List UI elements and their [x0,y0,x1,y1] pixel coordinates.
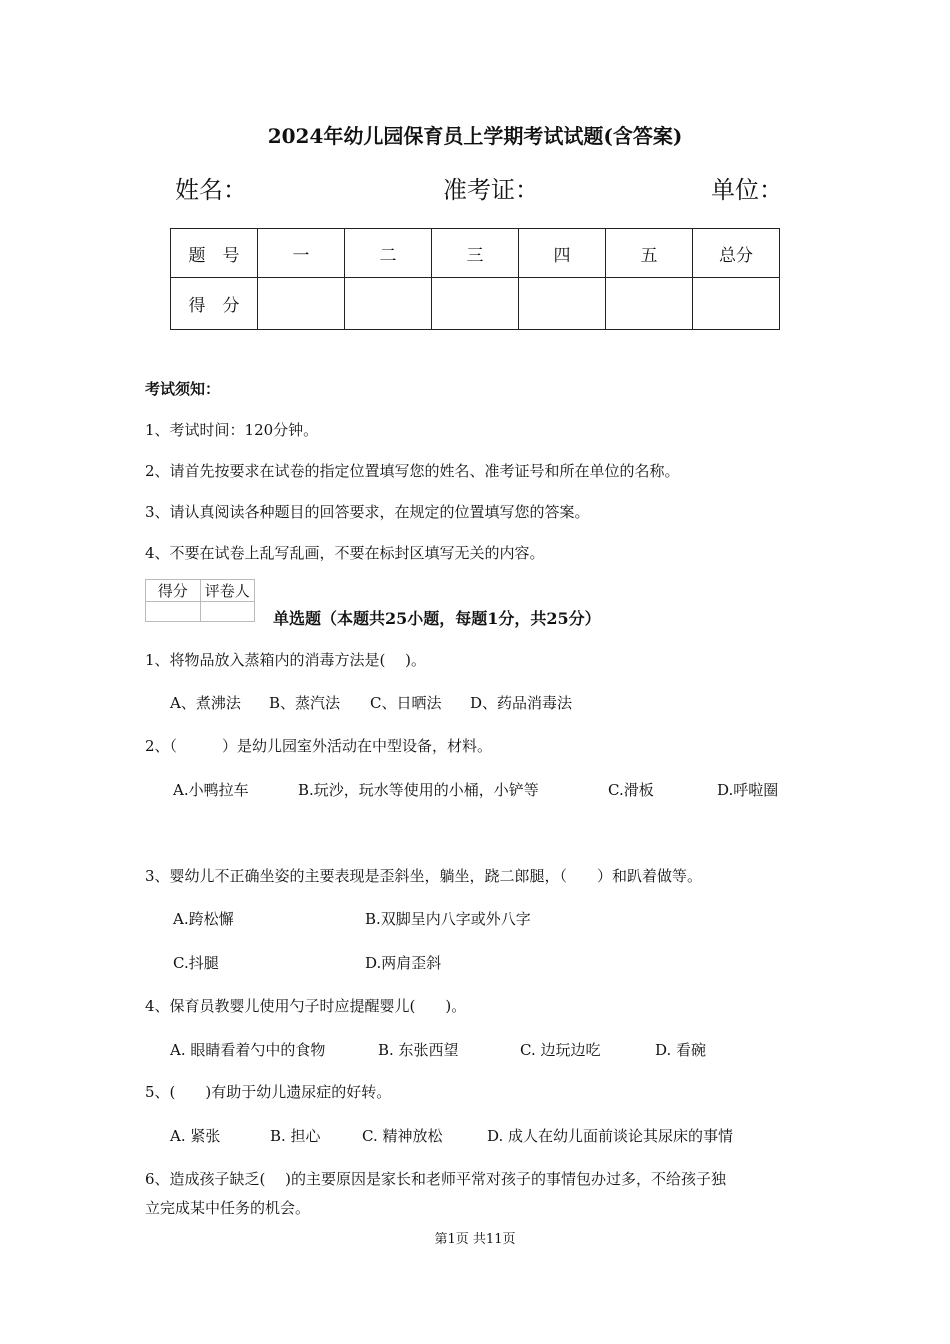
grader-box-score-cell[interactable] [146,602,201,622]
score-cell[interactable] [693,278,780,330]
score-table-row-label: 得 分 [171,278,258,330]
option-a: A. 眼睛看着勺中的食物 [170,1041,326,1059]
page-title: 2024年幼儿园保育员上学期考试试题(含答案) [267,124,683,148]
option-a: A. 紧张 [170,1127,221,1145]
notice-item: 3、请认真阅读各种题目的回答要求，在规定的位置填写您的答案。 [145,503,590,521]
score-table [170,228,780,330]
score-table-header-cell: 总分 [693,229,780,278]
question-stem: 4、保育员教婴儿使用勺子时应提醒婴儿( )。 [145,997,467,1015]
option-d: D. 成人在幼儿面前谈论其尿床的事情 [487,1127,734,1145]
notice-heading: 考试须知： [145,380,221,398]
score-cell[interactable] [432,278,519,330]
score-cell[interactable] [519,278,606,330]
option-c: C.滑板 [608,781,654,799]
exam-id-field-label: 准考证： [443,176,539,204]
option-b: B. 东张西望 [378,1041,459,1059]
grader-box-grader-cell[interactable] [200,602,255,622]
option-b: B、蒸汽法 [269,694,341,712]
option-b: B. 担心 [270,1127,321,1145]
option-b: B.双脚呈内八字或外八字 [365,910,531,928]
score-table-header-cell: 题 号 [171,229,258,278]
score-table-header-cell: 二 [345,229,432,278]
notice-item: 1、考试时间：120分钟。 [145,421,319,439]
score-cell[interactable] [258,278,345,330]
question-stem: 5、( )有助于幼儿遗尿症的好转。 [145,1083,392,1101]
option-a: A.跨松懈 [173,910,234,928]
question-stem: 3、婴幼儿不正确坐姿的主要表现是歪斜坐，躺坐，跷二郎腿，（ ）和趴着做等。 [145,867,703,885]
option-d: D. 看碗 [655,1041,707,1059]
notice-item: 2、请首先按要求在试卷的指定位置填写您的姓名、准考证号和所在单位的名称。 [145,462,680,480]
score-cell[interactable] [345,278,432,330]
question-stem: 6、造成孩子缺乏( )的主要原因是家长和老师平常对孩子的事情包办过多，不给孩子独 [145,1170,727,1188]
grader-box-grader-label: 评卷人 [200,580,255,602]
section-title: 单选题（本题共25小题，每题1分，共25分） [273,609,601,628]
option-d: D、药品消毒法 [470,694,573,712]
score-cell[interactable] [606,278,693,330]
score-table-header-row [171,229,780,278]
question-stem: 2、（ ）是幼儿园室外活动在中型设备，材料。 [145,737,493,755]
option-c: C.抖腿 [173,954,219,972]
name-field-label: 姓名： [175,176,247,204]
grader-box [145,579,255,622]
option-d: D.两肩歪斜 [365,954,442,972]
score-table-score-row [171,278,780,330]
score-table-header-cell: 一 [258,229,345,278]
option-a: A.小鸭拉车 [173,781,249,799]
question-stem: 1、将物品放入蒸箱内的消毒方法是( )。 [145,651,427,669]
option-d: D.呼啦圈 [717,781,779,799]
grader-box-score-label: 得分 [146,580,201,602]
option-c: C. 边玩边吃 [520,1041,601,1059]
question-stem-continued: 立完成某中任务的机会。 [145,1199,311,1217]
option-c: C、日晒法 [370,694,442,712]
option-c: C. 精神放松 [362,1127,443,1145]
score-table-header-cell: 三 [432,229,519,278]
notice-item: 4、不要在试卷上乱写乱画，不要在标封区填写无关的内容。 [145,544,545,562]
score-table-header-cell: 五 [606,229,693,278]
score-table-header-cell: 四 [519,229,606,278]
option-b: B.玩沙，玩水等使用的小桶，小铲等 [298,781,539,799]
page-footer: 第1页 共11页 [434,1232,516,1247]
option-a: A、煮沸法 [170,694,241,712]
unit-field-label: 单位： [711,176,783,204]
